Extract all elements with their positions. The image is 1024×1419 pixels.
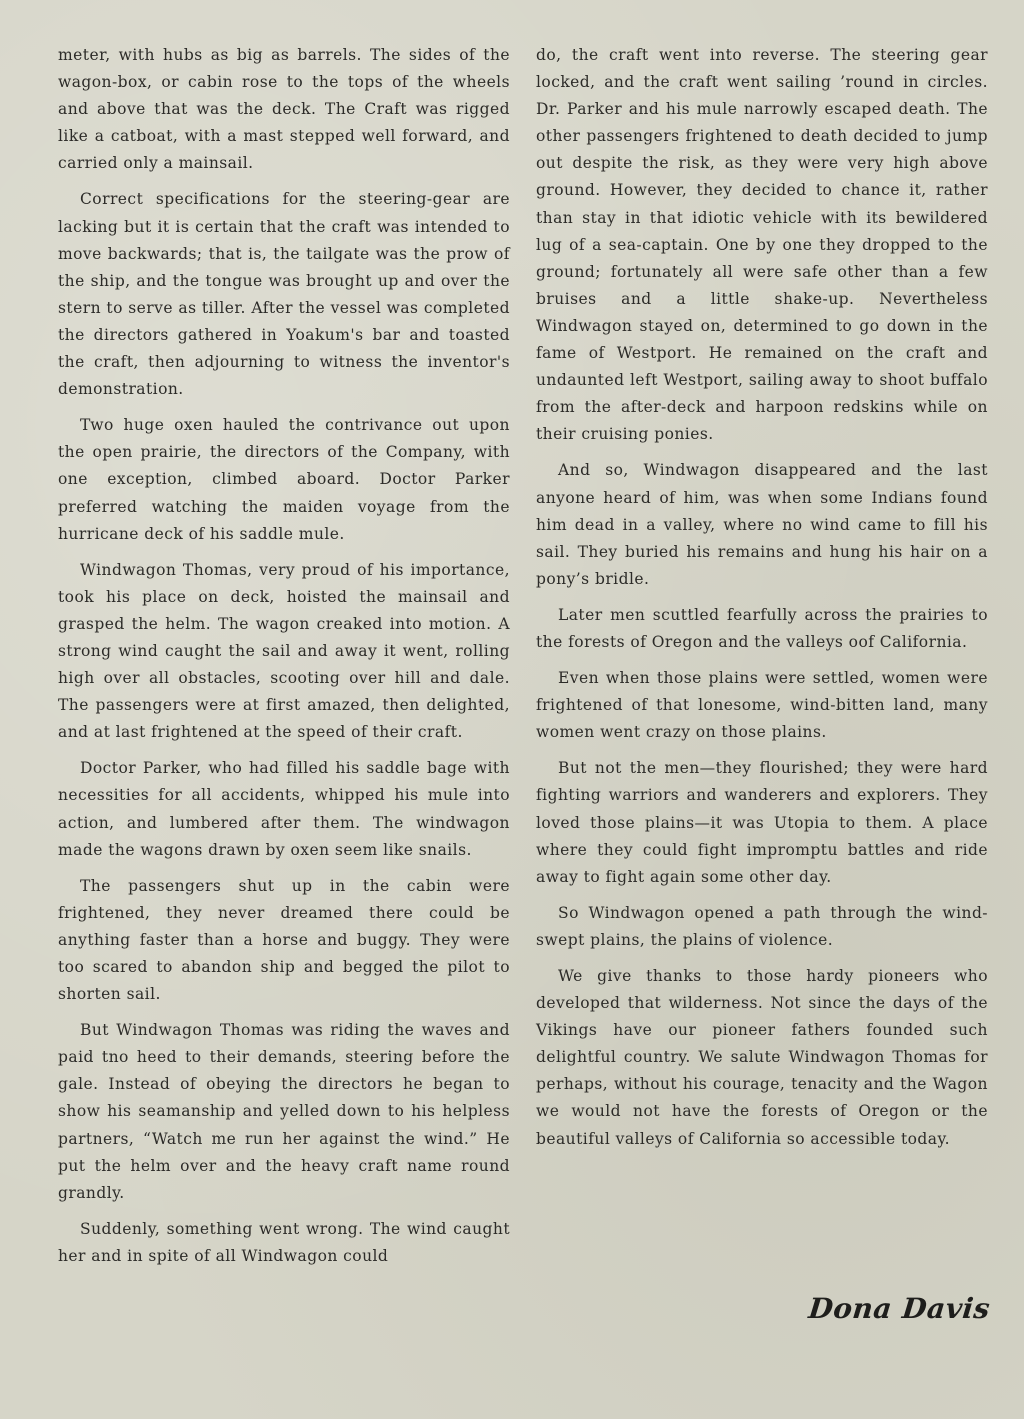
paragraph-plains-settled: Even when those plains were settled, women were frightened of that lonesome, wind-bitten land, many women went crazy on those plains.	[536, 669, 988, 742]
paragraph-men-flourished: But not the men—they flourished; they were hard fighting warriors and wanderers and explorers. They loved those plains—it was Utopia to them. A place where they could fight impromptu battles and ride away to fight again some other day.	[536, 759, 988, 886]
paragraph-windwagon-disappeared: And so, Windwagon disappeared and the last anyone heard of him, was when some Indians found him dead in a valley, where no wind came to fill his sail. They buried his remains and hung his hair on a pony’s bridle.	[536, 461, 988, 588]
paragraph-passengers-frightened: The passengers shut up in the cabin were frightened, they never dreamed there could be anything faster than a horse and buggy. They were too scared to abandon ship and begged the pilot to shorten sail.	[58, 876, 510, 1004]
paragraph-steering-gear: Correct specifications for the steering-gear are lacking but it is certain that the craft was intended to move backwards; that is, the tailgate was the prow of the ship, and the tongue was brought up and over the stern to serve as tiller. After the vessel was completed the directors gathered in Yoakum's bar and toasted the craft, then adjourning to witness the inventor's demonstration.	[58, 190, 510, 399]
paragraph-doctor-parker: Doctor Parker, who had filled his saddle bage with necessities for all accidents, whipped his mule into action, and lumbered after them. The windwagon made the wagons drawn by oxen seem like snails.	[58, 759, 510, 859]
paragraph-riding-the-waves: But Windwagon Thomas was riding the waves and paid tno heed to their demands, steering before the gale. Instead of obeying the directors he began to show his seamanship and yelled down to his helpless partners, “Watch me run her against the wind.” He put the helm over and the heavy craft name round grandly.	[58, 1021, 510, 1202]
paragraph-later-men: Later men scuttled fearfully across the prairies to the forests of Oregon and the valleys oof California.	[536, 605, 988, 651]
paragraph-we-give-thanks: We give thanks to those hardy pioneers who developed that wilderness. Not since the days of the Vikings have our pioneer fathers founded such delightful country. We salute Windwagon Thomas for perhaps, without his courage, tenacity and the Wagon we would not have the forests of Oregon or the beautiful valleys of California so accessible today.	[536, 967, 988, 1148]
paragraph-windwagon-on-deck: Windwagon Thomas, very proud of his importance, took his place on deck, hoisted the mainsail and grasped the helm. The wagon creaked into motion. A strong wind caught the sail and away it went, rolling high over all obstacles, scooting over hill and dale. The passengers were at first amazed, then delighted, and at last frightened at the speed of their craft.	[58, 560, 510, 742]
paragraph-path-opened: So Windwagon opened a path through the wind-swept plains, the plains of violence.	[536, 903, 988, 949]
paragraph-oxen-hauled: Two huge oxen hauled the contrivance out upon the open prairie, the directors of the Company, with one exception, climbed aboard. Doctor Parker preferred watching the maiden voyage from the hurricane deck of his saddle mule.	[58, 416, 510, 543]
author-signature: Dona Davis	[806, 1292, 992, 1325]
paragraph-craft-in-reverse: do, the craft went into reverse. The steering gear locked, and the craft went sailing ’round in circles. Dr. Parker and his mule narrowly escaped death. The other passengers frightened to death decided to jump out despite the risk, as they were very high above ground. However, they decided to chance it, rather than stay in that idiotic vehicle with its bewildered lug of a sea-captain. One by one they dropped to the ground; fortunately all were safe other than a few bruises and a little shake-up. Nevertheless Windwagon stayed on, determined to go down in the fame of Westport. He remained on the craft and undaunted left Westport, sailing away to shoot buffalo from the after-deck and harpoon redskins while on their cruising ponies.	[536, 46, 988, 444]
paragraph-wagon-description: meter, with hubs as big as barrels. The sides of the wagon-box, or cabin rose to the tops of the wheels and above that was the deck. The Craft was rigged like a catboat, with a mast stepped well forward, and carried only a mainsail.	[58, 46, 510, 173]
right-text-column	[536, 42, 988, 1153]
left-text-column	[58, 42, 510, 1270]
paragraph-something-went-wrong: Suddenly, something went wrong. The wind caught her and in spite of all Windwagon could	[58, 1219, 510, 1265]
